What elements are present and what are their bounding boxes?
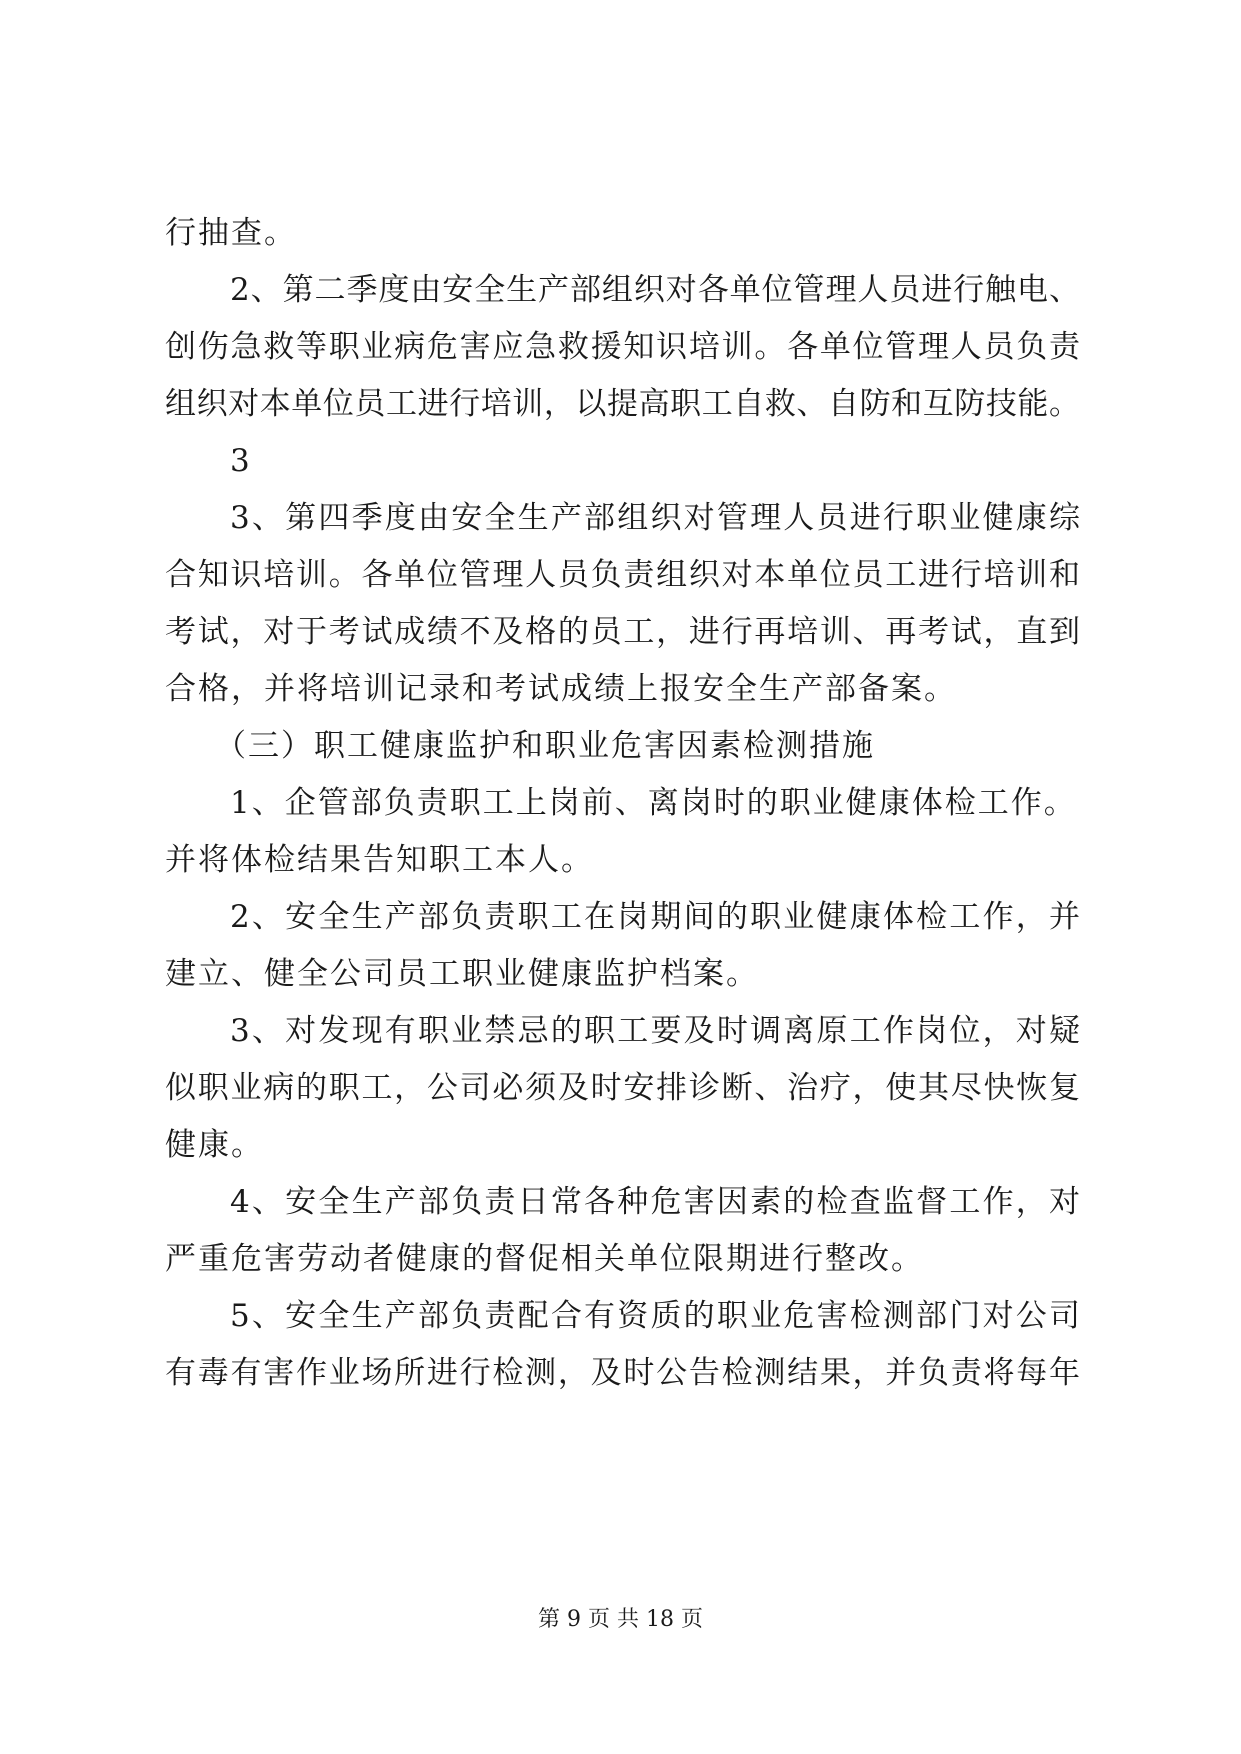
text-line: 组织对本单位员工进行培训，以提高职工自救、自防和互防技能。 [165,386,1080,422]
text-line: 并将体检结果告知职工本人。 [165,842,594,878]
text-line: 1、企管部负责职工上岗前、离岗时的职业健康体检工作。 [230,785,1077,821]
text-line: 考试，对于考试成绩不及格的员工，进行再培训、再考试，直到 [165,614,1080,650]
text-line: 有毒有害作业场所进行检测，及时公告检测结果，并负责将每年 [165,1355,1080,1391]
text-line: 创伤急救等职业病危害应急救援知识培训。各单位管理人员负责 [165,329,1080,365]
text-line: 5、安全生产部负责配合有资质的职业危害检测部门对公司 [230,1298,1080,1334]
section-heading: （三）职工健康监护和职业危害因素检测措施 [215,728,875,764]
text-line: 3 [230,443,252,479]
text-line: 3、对发现有职业禁忌的职工要及时调离原工作岗位，对疑 [230,1013,1080,1049]
text-line: 合知识培训。各单位管理人员负责组织对本单位员工进行培训和 [165,557,1080,593]
text-line: 合格，并将培训记录和考试成绩上报安全生产部备案。 [165,671,957,707]
text-line: 建立、健全公司员工职业健康监护档案。 [165,956,759,992]
text-line: 严重危害劳动者健康的督促相关单位限期进行整改。 [165,1241,924,1277]
page-number-footer: 第 9 页 共 18 页 [538,1607,703,1632]
text-line: 健康。 [165,1127,264,1163]
text-line: 行抽查。 [165,215,297,251]
text-line: 4、安全生产部负责日常各种危害因素的检查监督工作，对 [230,1184,1080,1220]
text-line: 似职业病的职工，公司必须及时安排诊断、治疗，使其尽快恢复 [165,1070,1080,1106]
text-line: 2、安全生产部负责职工在岗期间的职业健康体检工作，并 [230,899,1080,935]
text-line: 3、第四季度由安全生产部组织对管理人员进行职业健康综 [230,500,1080,536]
text-line: 2、第二季度由安全生产部组织对各单位管理人员进行触电、 [230,272,1080,308]
